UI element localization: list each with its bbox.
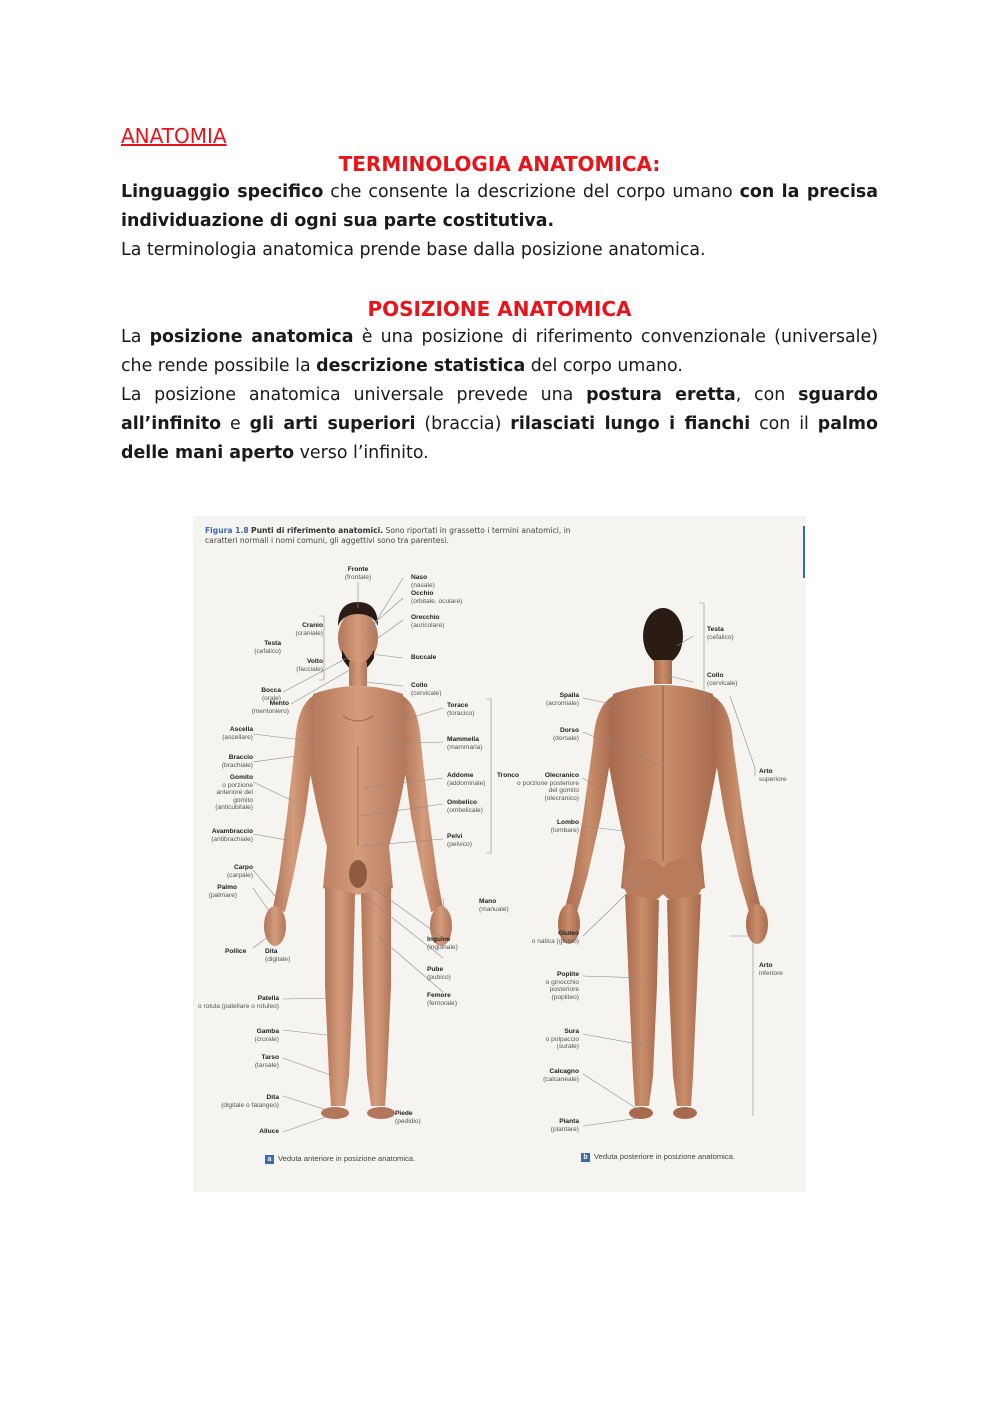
label-cranio: Cranio (craniale) <box>295 622 323 637</box>
label-occhio: Occhio (orbitale, oculare) <box>411 590 463 605</box>
label-carpo: Carpo (carpale) <box>226 864 253 879</box>
label-volto: Volto (facciale) <box>296 658 323 673</box>
paragraph-posizione-2: La posizione anatomica universale prevede una postura eretta, con sguardo all’infinito e gli arti superiori (braccia) rilasciati lungo i fianchi con il palmo delle mani aperto verso l’infinito. <box>121 385 878 463</box>
label-collo-anteriore: Collo (cervicale) <box>411 682 442 697</box>
label-spalla: Spalla (acromiale) <box>546 692 579 707</box>
label-dita-piede: Dita (digitale o falangeo) <box>221 1094 279 1109</box>
label-pianta: Pianta (plantare) <box>550 1118 579 1133</box>
label-collo-posteriore: Collo (cervicale) <box>707 672 738 687</box>
label-braccio: Braccio (brachiale) <box>221 754 253 769</box>
label-naso: Naso (nasale) <box>411 574 435 589</box>
text-content <box>121 122 878 468</box>
label-pube: Pube (pubico) <box>427 966 451 981</box>
figure-caption: Figura 1.8 Punti di riferimento anatomici. Sono riportati in grassetto i termini anatomici, in caratteri normali i nomi comuni, gli aggettivi sono tra parentesi. <box>205 526 571 545</box>
label-poplite: Poplite o ginocchio posteriore (popliteo) <box>545 971 579 1001</box>
label-gamba: Gamba (crurale) <box>254 1028 279 1043</box>
label-gomito: Gomito o porzione anteriore del gomito (anticubitale) <box>215 774 253 812</box>
label-palmo: Palmo (palmare) <box>208 884 237 899</box>
label-calcagno: Calcagno (calcaneale) <box>543 1068 579 1083</box>
label-piede: Piede (pedidio) <box>395 1110 421 1125</box>
label-bocca: Bocca (orale) <box>261 687 281 702</box>
section-title-terminologia: TERMINOLOGIA ANATOMICA: <box>338 152 661 176</box>
label-inguine: Inguine (inguinale) <box>427 936 458 951</box>
caption-anterior-view: a Veduta anteriore in posizione anatomica. <box>265 1154 415 1164</box>
label-mammella: Mammella (mammaria) <box>447 736 483 751</box>
label-ombelico: Ombelico (ombelicale) <box>447 799 483 814</box>
label-arto-superiore: Arto superiore <box>759 768 787 783</box>
label-dita-mano: Dita (digitale) <box>265 948 291 963</box>
label-buccale: Buccale <box>411 654 437 661</box>
label-orecchio: Orecchio (auricolare) <box>411 614 445 629</box>
label-patella: Patella o rotula (patellare o rotuleo) <box>197 995 279 1010</box>
label-testa-posteriore: Testa (cefalico) <box>707 626 734 641</box>
label-lombo: Lombo (lombare) <box>550 819 579 834</box>
anterior-body-figure <box>264 602 452 1119</box>
label-olecranico: Olecranico o porzione posteriore del gomito (olecranico) <box>517 772 579 802</box>
anatomy-figure <box>193 516 806 1192</box>
label-addome: Addome (addominale) <box>447 772 486 787</box>
document-heading: ANATOMIA <box>121 124 227 148</box>
label-alluce: Alluce <box>259 1128 279 1135</box>
paragraph-definition: Linguaggio specifico che consente la descrizione del corpo umano con la precisa individuazione di ogni sua parte costitutiva. <box>121 182 879 231</box>
caption-posterior-view: b Veduta posteriore in posizione anatomica. <box>581 1152 735 1162</box>
label-torace: Torace (toracico) <box>447 702 475 717</box>
paragraph-posizione-1: La posizione anatomica è una posizione di riferimento convenzionale (universale) che rende possibile la descrizione statistica del corpo umano. <box>121 327 878 376</box>
label-tronco: Tronco <box>497 772 519 779</box>
anatomy-illustration <box>193 516 806 1192</box>
label-tarso: Tarso (tarsale) <box>254 1054 279 1069</box>
label-sura: Sura o polpaccio (surale) <box>545 1028 579 1051</box>
label-gluteo: Gluteo o natica (gluteo) <box>531 930 579 945</box>
label-femore: Femore (femorale) <box>427 992 458 1007</box>
label-avambraccio: Avambraccio (antibrachiale) <box>211 828 253 843</box>
label-pollice: Pollice <box>225 948 247 955</box>
label-mano: Mano (manuale) <box>479 898 509 913</box>
label-ascella: Ascella (ascellare) <box>222 726 253 741</box>
paragraph-base: La terminologia anatomica prende base dalla posizione anatomica. <box>121 240 706 260</box>
label-pelvi: Pelvi (pelvico) <box>447 833 472 848</box>
label-arto-inferiore: Arto inferiore <box>759 962 783 977</box>
label-dorso: Dorso (dorsale) <box>552 727 579 742</box>
section-title-posizione: POSIZIONE ANATOMICA <box>367 297 632 321</box>
label-mento: Mento (mentoniero) <box>251 700 289 715</box>
label-testa-anteriore: Testa (cefalico) <box>254 640 281 655</box>
label-fronte: Fronte (frontale) <box>344 566 372 581</box>
